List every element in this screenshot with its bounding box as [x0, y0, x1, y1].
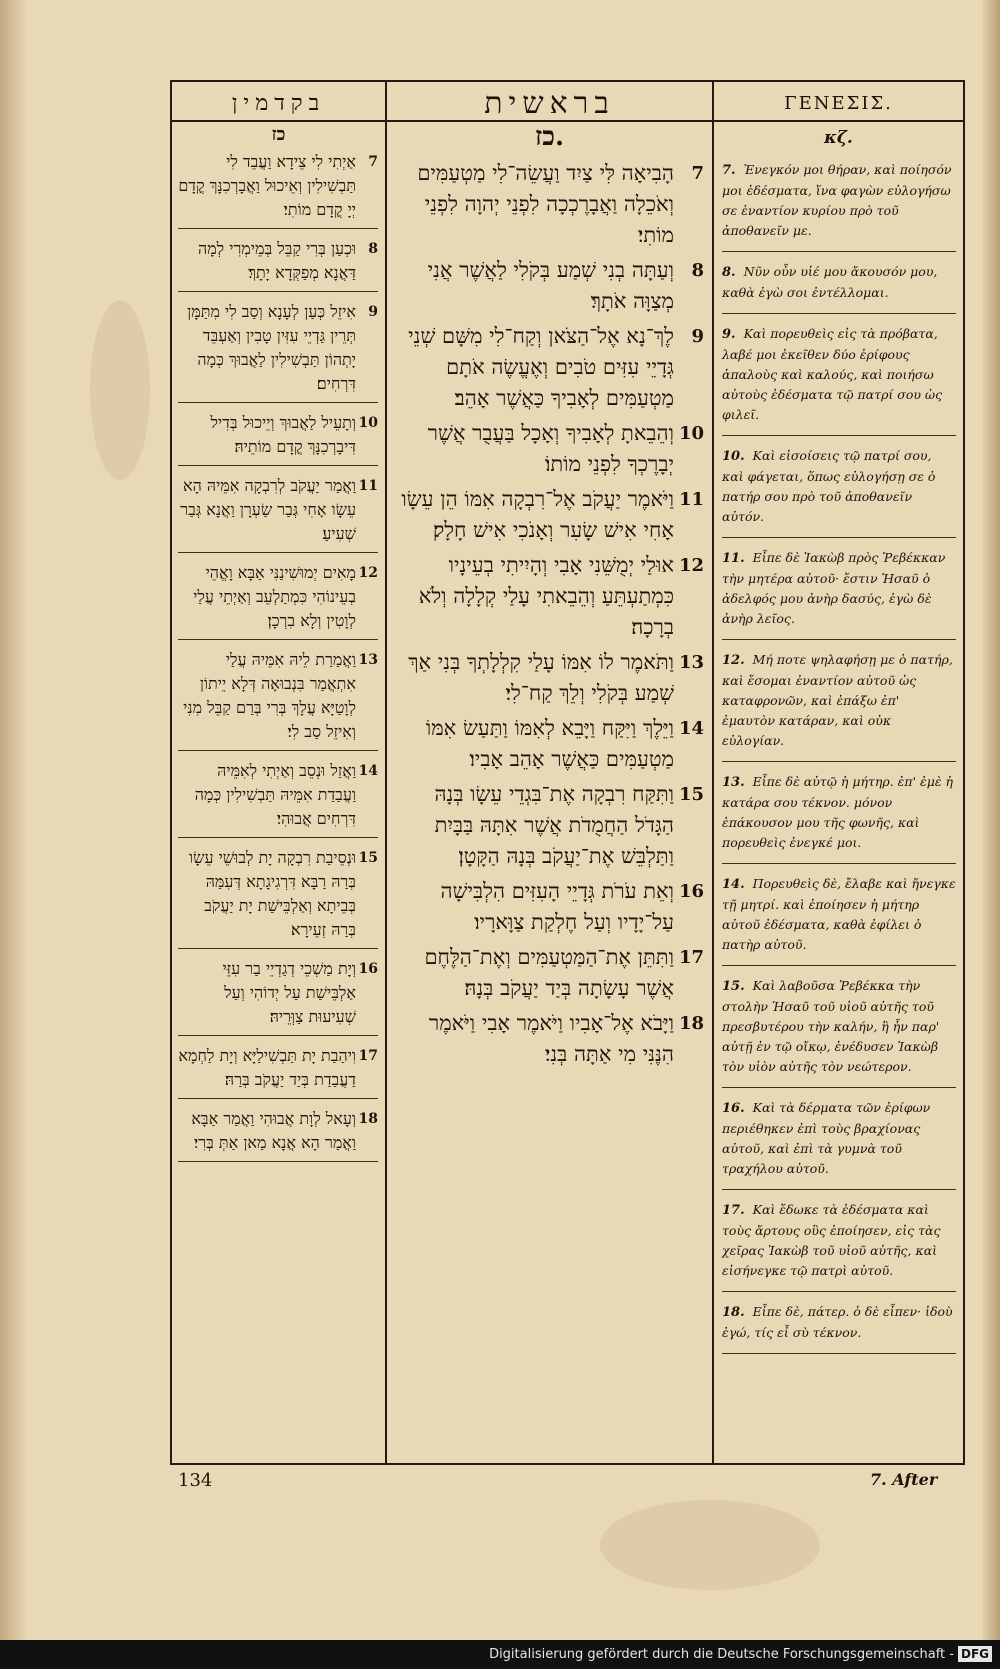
- greek-verse-number: 10.: [722, 449, 745, 464]
- targum-verse-number: 15: [358, 850, 378, 866]
- greek-header: ΓΕΝΕΣΙΣ.: [784, 93, 893, 114]
- targum-verse-rule: [178, 552, 378, 553]
- hebrew-verse-number: 14: [678, 718, 704, 739]
- greek-verse: [722, 446, 956, 537]
- hebrew-verse-text: וַיֹּאמֶר יַעֲקֹב אֶל־רִבְקָה אִמּוֹ הֵן עֵשָׂו אָחִי אִישׁ שָׂעִר וְאָנֹכִי אִישׁ חָלָק׃: [401, 487, 674, 542]
- targum-verse-text: וְתָעֵיל לַאֲבוּךְ וְיֵיכוּל בְּדִיל דִּיבָרְכִנָּךְ קֳדָם מוֹתֵיהּ׃: [210, 413, 356, 456]
- greek-verse-number: 16.: [722, 1101, 745, 1116]
- targum-verse-text: אִיזֵל כְּעַן לְעָנָא וְסַב לִי מִתַּמָּן תְּרֵין גַּדְיֵי עִזִּין טָבִין וְאַעְבֵּד יָתְהוֹן תַּבְשִׁילִין לַאֲבוּךְ כְּמָה דִּרְחִים׃: [187, 302, 356, 393]
- targum-verse-number: 18: [358, 1111, 378, 1127]
- hebrew-verse-number: 13: [678, 652, 704, 673]
- targum-verse-rule: [178, 291, 378, 292]
- greek-verse-rule: [722, 1087, 956, 1088]
- greek-verse: [722, 772, 956, 863]
- hebrew-verse: [392, 321, 704, 414]
- greek-verse-rule: [722, 761, 956, 762]
- hebrew-verse-text: וַתִּתֵּן אֶת־הַמַּטְעַמִּים וְאֶת־הַלֶּחֶם אֲשֶׁר עָשָׂתָה בְּיַד יַעֲקֹב בְּנָהּ׃: [424, 945, 674, 1000]
- targum-verse-number: 17: [358, 1048, 378, 1064]
- greek-verse-text: Νῦν οὖν υἱέ μου ἄκουσόν μου, καθὰ ἐγὼ σοι ἐντέλλομαι.: [722, 264, 938, 300]
- targum-verse-rule: [178, 1161, 378, 1162]
- greek-verse-rule: [722, 251, 956, 252]
- page-fore-edge: [982, 0, 1000, 1640]
- hebrew-verse-text: וְהֵבֵאתָ לְאָבִיךָ וְאָכָל בַּעֲבֻר אֲשֶׁר יְבָרֶכְךָ לִפְנֵי מוֹתוֹ׃: [427, 421, 674, 476]
- targum-verse: [178, 1107, 378, 1155]
- targum-verse-number: 12: [358, 565, 378, 581]
- greek-verse-text: Εἶπε δὲ αὐτῷ ἡ μήτηρ. ἐπ' ἐμὲ ἡ κατάρα σου τέκνον. μόνον ἐπάκουσον μου τῆς φωνῆς, καὶ πορευθεὶς ἐνεγκέ μοι.: [722, 774, 953, 850]
- catchword: 7. After: [870, 1470, 938, 1489]
- greek-verse: [722, 1200, 956, 1291]
- page-number: 134: [178, 1470, 213, 1491]
- targum-verse: [178, 237, 378, 285]
- hebrew-verse-text: וַתֹּאמֶר לוֹ אִמּוֹ עָלַי קִלְלָתְךָ בְּנִי אַךְ שְׁמַע בְּקֹלִי וְלֵךְ קַח־לִי׃: [408, 650, 674, 705]
- hebrew-verse: [392, 1008, 704, 1070]
- targum-verse: [178, 759, 378, 831]
- greek-verse-number: 7.: [722, 163, 736, 178]
- greek-verse-text: Καὶ ἔδωκε τὰ ἐδέσματα καὶ τοὺς ἄρτους οὓς ἐποίησεν, εἰς τὰς χεῖρας Ἰακὼβ τοῦ υἱοῦ αὐτῆς, καὶ εἰσήνεγκε τῷ πατρὶ αὐτοῦ.: [722, 1202, 941, 1278]
- targum-verse: [178, 846, 378, 942]
- hebrew-column: [392, 158, 704, 1074]
- greek-verse-number: 12.: [722, 653, 745, 668]
- greek-verse-text: Εἶπε δὲ Ἰακὼβ πρὸς Ῥεβέκκαν τὴν μητέρα αὐτοῦ· ἔστιν Ἡσαῦ ὁ ἀδελφός μου ἀνὴρ δασύς, ἐγὼ δὲ ἀνὴρ λεῖος.: [722, 550, 946, 626]
- targum-verse-number: 7: [368, 154, 378, 170]
- hebrew-verse-text: אוּלַי יְמֻשֵּׁנִי אָבִי וְהָיִיתִי בְעֵינָיו כִּמְתַעְתֵּעַ וְהֵבֵאתִי עָלַי קְלָלָה וְלֹא בְרָכָה׃: [418, 553, 674, 639]
- targum-verse: [178, 474, 378, 546]
- greek-verse-rule: [722, 1353, 956, 1354]
- greek-verse: [722, 1302, 956, 1353]
- greek-verse-rule: [722, 639, 956, 640]
- targum-verse-text: וִיהַבַת יָת תַּבְשִׁילַיָּא וְיָת לַחְמָא דַעֲבַדַת בְּיַד יַעֲקֹב בְּרַהּ׃: [178, 1046, 356, 1089]
- targum-verse-rule: [178, 402, 378, 403]
- greek-verse-text: Εἶπε δὲ, πάτερ. ὁ δὲ εἶπεν· ἰδοὺ ἐγώ, τίς εἶ σὺ τέκνον.: [722, 1304, 953, 1340]
- targum-header: בקדמין: [231, 91, 326, 116]
- greek-verse-text: Ἐνεγκόν μοι θήραν, καὶ ποίησόν μοι ἐδέσματα, ἵνα φαγὼν εὐλογήσω σε ἐναντίον κυρίου πρὸ τοῦ ἀποθανεῖν με.: [722, 162, 952, 238]
- targum-verse-rule: [178, 228, 378, 229]
- greek-verse-rule: [722, 435, 956, 436]
- paper-stain: [90, 300, 150, 480]
- greek-verse-rule: [722, 863, 956, 864]
- digitization-notice-bar: [0, 1640, 1000, 1669]
- greek-verse-number: 17.: [722, 1203, 745, 1218]
- hebrew-verse-text: וְאֵת עֹרֹת גְּדָיֵי הָעִזִּים הִלְבִּישָׁה עַל־יָדָיו וְעַל חֶלְקַת צַוָּארָיו׃: [440, 879, 674, 934]
- hebrew-verse-text: וַיֵּלֶךְ וַיִּקַּח וַיָּבֵא לְאִמּוֹ וַתַּעַשׂ אִמּוֹ מַטְעַמִּים כַּאֲשֶׁר אָהֵב אָבִיו׃: [425, 716, 674, 771]
- targum-verse-rule: [178, 1035, 378, 1036]
- dfg-logo: DFG: [958, 1646, 992, 1662]
- targum-verse-number: 11: [358, 478, 378, 494]
- hebrew-verse-number: 11: [678, 489, 704, 510]
- targum-verse-number: 10: [358, 415, 378, 431]
- greek-verse-text: Μή ποτε ψηλαφήσῃ με ὁ πατήρ, καὶ ἔσομαι ἐναντίον αὐτοῦ ὡς καταφρονῶν, καὶ ἐπάξω ἐπ' ἐμαυτὸν κατάραν, καὶ οὐκ εὐλογίαν.: [722, 652, 953, 748]
- targum-verse-text: וַאֲמַר יַעֲקֹב לְרִבְקָה אִמֵּיהּ הָא עֵשָׂו אָחִי גְּבַר שַׂעְרָן וַאֲנָא גְּבַר שְׁעִיעַ׃: [180, 476, 356, 543]
- column-rule-right: [712, 80, 714, 1465]
- greek-verse-text: Καὶ πορευθεὶς εἰς τὰ πρόβατα, λαβέ μοι ἐκεῖθεν δύο ἐρίφους ἁπαλοὺς καὶ καλούς, καὶ ποιήσω αὐτοὺς ἐδέσματα τῷ πατρί σου ὡς φιλεῖ.: [722, 326, 943, 422]
- targum-chapter-number: כז: [271, 124, 286, 145]
- greek-verse-number: 14.: [722, 877, 745, 892]
- greek-verse: [722, 324, 956, 435]
- hebrew-verse-number: 7: [691, 163, 704, 184]
- hebrew-chapter-number: כז.: [534, 122, 565, 152]
- hebrew-verse-text: לֶךְ־נָא אֶל־הַצֹּאן וְקַח־לִי מִשָּׁם שְׁנֵי גְּדָיֵי עִזִּים טֹבִים וְאֶעֱשֶׂה אֹתָם מַטְעַמִּים לְאָבִיךָ כַּאֲשֶׁר אָהֵב׃: [408, 324, 674, 410]
- targum-verse-text: וַאֲזַל וּנְסֵב וְאַיְתִי לְאִמֵּיהּ וַעֲבַדַת אִמֵּיהּ תַּבְשִׁילִין כְּמָה דִּרְחִים אֲבוּהִי׃: [194, 761, 356, 828]
- page-gutter-edge: [0, 0, 26, 1640]
- hebrew-verse-number: 12: [678, 555, 704, 576]
- targum-verse-text: וּכְעַן בְּרִי קַבֵּל בְּמֵימְרִי לְמָה דַּאֲנָא מְפַקְּדָא יָתָךְ׃: [197, 239, 356, 282]
- targum-column: [178, 150, 378, 1170]
- targum-verse-rule: [178, 465, 378, 466]
- hebrew-verse-text: וַיָּבֹא אֶל־אָבִיו וַיֹּאמֶר אָבִי וַיֹּאמֶר הִנֶּנִּי מִי אַתָּה בְּנִי׃: [428, 1011, 674, 1066]
- greek-verse: [722, 976, 956, 1087]
- greek-verse-number: 8.: [722, 265, 736, 280]
- targum-verse: [178, 411, 378, 459]
- targum-verse-text: וּנְסֵיבַת רִבְקָה יָת לְבוּשֵׁי עֵשָׂו בְּרַהּ רַבָּא דִּרְגִיגָתָא דְּעִמַּהּ בְּבֵיתָא וְאַלְבֵּישַׁת יָת יַעֲקֹב בְּרַהּ זְעֵירָא׃: [189, 848, 356, 939]
- column-rule-left: [385, 80, 387, 1465]
- greek-verse: [722, 160, 956, 251]
- hebrew-verse: [392, 713, 704, 775]
- greek-verse-rule: [722, 965, 956, 966]
- hebrew-verse-text: וְעַתָּה בְנִי שְׁמַע בְּקֹלִי לַאֲשֶׁר אֲנִי מְצַוָּה אֹתָךְ׃: [427, 258, 674, 313]
- greek-verse: [722, 650, 956, 761]
- hebrew-verse-number: 8: [691, 260, 704, 281]
- targum-verse-number: 14: [358, 763, 378, 779]
- targum-verse: [178, 957, 378, 1029]
- targum-verse: [178, 300, 378, 396]
- hebrew-verse-number: 17: [678, 947, 704, 968]
- targum-verse: [178, 1044, 378, 1092]
- greek-verse-rule: [722, 1189, 956, 1190]
- greek-chapter-number: κζ.: [824, 128, 853, 148]
- hebrew-verse-number: 15: [678, 784, 704, 805]
- hebrew-verse: [392, 779, 704, 872]
- targum-verse-text: אַיְתִי לִי צֵידָא וַעֲבֵד לִי תַּבְשִׁילִין וְאֵיכוּל וַאֲבָרְכִנָּךְ קֳדָם יְיָ קֳדָם מוֹתִי׃: [178, 152, 356, 219]
- greek-verse: [722, 1098, 956, 1189]
- hebrew-verse-text: הָבִיאָה לִּי צַיִד וַעֲשֵׂה־לִי מַטְעַמִּים וְאֹכֵלָה וַאֲבָרֶכְכָה לִפְנֵי יְהוָה לִפְנֵי מוֹתִי׃: [417, 161, 674, 247]
- targum-verse-number: 9: [368, 304, 378, 320]
- targum-verse-rule: [178, 1098, 378, 1099]
- greek-verse-text: Καὶ λαβοῦσα Ῥεβέκκα τὴν στολὴν Ἡσαῦ τοῦ υἱοῦ αὐτῆς τοῦ πρεσβυτέρου τὴν καλήν, ἣ ἦν παρ' αὐτῇ ἐν τῷ οἴκῳ, ἐνέδυσεν Ἰακὼβ τὸν υἱὸν αὐτῆς τὸν νεώτερον.: [722, 978, 940, 1074]
- targum-verse-number: 8: [368, 241, 378, 257]
- targum-verse: [178, 648, 378, 744]
- hebrew-verse-number: 10: [678, 423, 704, 444]
- hebrew-verse: [392, 484, 704, 546]
- hebrew-verse: [392, 876, 704, 938]
- greek-verse-rule: [722, 1291, 956, 1292]
- greek-verse-rule: [722, 537, 956, 538]
- targum-verse: [178, 150, 378, 222]
- hebrew-verse: [392, 550, 704, 643]
- greek-verse-text: Καὶ τὰ δέρματα τῶν ἐρίφων περιέθηκεν ἐπὶ τοὺς βραχίονας αὐτοῦ, καὶ ἐπὶ τὰ γυμνὰ τοῦ τραχήλου αὐτοῦ.: [722, 1100, 931, 1176]
- targum-verse-number: 16: [358, 961, 378, 977]
- hebrew-verse-number: 16: [678, 881, 704, 902]
- targum-verse-rule: [178, 948, 378, 949]
- hebrew-verse-number: 9: [691, 326, 704, 347]
- targum-verse-rule: [178, 750, 378, 751]
- greek-verse-number: 13.: [722, 775, 745, 790]
- greek-verse: [722, 874, 956, 965]
- targum-verse-rule: [178, 639, 378, 640]
- greek-verse-number: 9.: [722, 327, 736, 342]
- greek-verse-rule: [722, 313, 956, 314]
- hebrew-header: בראשית: [484, 86, 615, 121]
- greek-verse-number: 18.: [722, 1305, 745, 1320]
- targum-verse-number: 13: [358, 652, 378, 668]
- greek-column: [722, 160, 956, 1364]
- targum-verse-text: מָאִים יְמוּשִׁינַנִּי אַבָּא וָאֱהֵי בְעֵינוֹהִי כִּמְתַלְעֵב וְאַיְתֵי עֲלַי לְוָטִין וְלָא בִרְכָן׃: [193, 563, 356, 630]
- greek-verse-text: Καὶ εἰσοίσεις τῷ πατρί σου, καὶ φάγεται, ὅπως εὐλογήσῃ σε ὁ πατήρ σου πρὸ τοῦ ἀποθανεῖν αὐτόν.: [722, 448, 936, 524]
- hebrew-verse: [392, 158, 704, 251]
- targum-verse-text: וַאֲמַרַת לֵיהּ אִמֵּיהּ עֲלַי אִתְאֲמַר בִּנְבוּאָה דְּלָא יֵיתוֹן לְוָטַיָּא עֲלָךְ בְּרִי בְּרַם קַבֵּל מִנִּי וְאִיזֵל סַב לִי׃: [183, 650, 356, 741]
- hebrew-verse-text: וַתִּקַּח רִבְקָה אֶת־בִּגְדֵי עֵשָׂו בְּנָהּ הַגָּדֹל הַחֲמֻדֹת אֲשֶׁר אִתָּהּ בַּבָּיִת וַתַּלְבֵּשׁ אֶת־יַעֲקֹב בְּנָהּ הַקָּטָן׃: [434, 782, 674, 868]
- greek-verse-number: 15.: [722, 979, 745, 994]
- hebrew-verse-number: 18: [678, 1013, 704, 1034]
- hebrew-verse: [392, 255, 704, 317]
- targum-verse-rule: [178, 837, 378, 838]
- hebrew-verse: [392, 647, 704, 709]
- hebrew-verse: [392, 942, 704, 1004]
- hebrew-verse: [392, 418, 704, 480]
- greek-verse: [722, 262, 956, 313]
- greek-verse-number: 11.: [722, 551, 745, 566]
- targum-verse: [178, 561, 378, 633]
- digitization-notice-text: Digitalisierung gefördert durch die Deutsche Forschungsgemeinschaft -: [489, 1647, 954, 1662]
- greek-verse: [722, 548, 956, 639]
- targum-verse-text: וְעָאל לְוָת אֲבוּהִי וַאֲמַר אַבָּא וַאֲמַר הָא אֲנָא מַאן אַתְּ בְּרִי׃: [191, 1109, 356, 1152]
- targum-verse-text: וְיָת מַשְׁכֵי דְגַדְיֵי בַר עִזֵּי אַלְבֵּישַׁת עַל יְדוֹהִי וְעַל שְׁעִיעוּת צַוְּרֵיהּ׃: [222, 959, 356, 1026]
- greek-verse-text: Πορευθεὶς δὲ, ἔλαβε καὶ ἤνεγκε τῇ μητρί. καὶ ἐποίησεν ἡ μήτηρ αὐτοῦ ἐδέσματα, καθὰ ἐφίλει ὁ πατὴρ αὐτοῦ.: [722, 876, 956, 952]
- paper-stain: [600, 1500, 820, 1590]
